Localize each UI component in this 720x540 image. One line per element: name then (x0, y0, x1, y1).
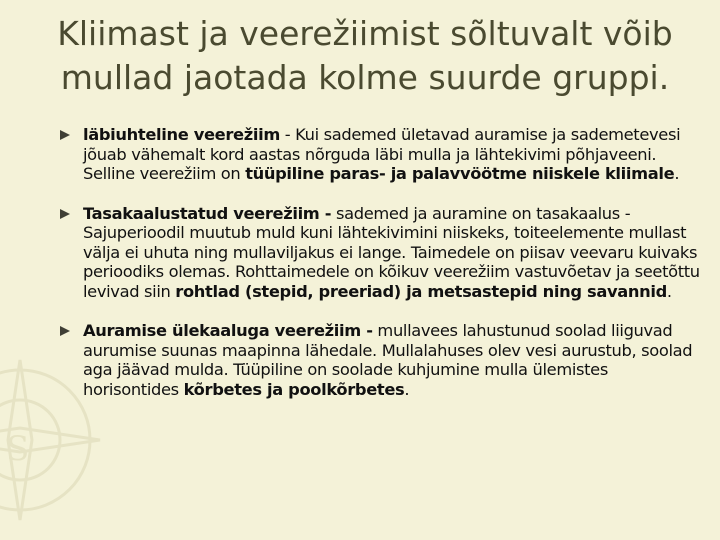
bullet-arrow-icon (60, 209, 70, 219)
bullet-item-leaching (60, 125, 700, 184)
title-line-2: mullad jaotada kolme suurde gruppi. (60, 58, 670, 97)
title-line-1: Kliimast ja veerežiimist sõltuvalt võib (57, 14, 673, 53)
bullet-lead: Tasakaalustatud veerežiim - (83, 203, 332, 223)
bullet-end: . (404, 379, 410, 399)
bullet-emphasis: tüüpiline paras- ja palavvöötme niiskele kliimale (245, 164, 675, 183)
bullet-emphasis: rohtlad (stepid, preeriad) ja metsastepid ning savannid (175, 281, 667, 301)
bullet-lead: läbiuhteline veerežiim (83, 125, 280, 144)
bullet-arrow-icon (60, 130, 70, 140)
bullet-text (83, 125, 700, 184)
bullet-body: sademed ja auramine on tasakaalus - Sajuperioodil muutub muld kuni lähtekivimini niiskeks, toiteelemente mullast välja ei uhuta ning mullaviljakus ei lange. Taimedele on piisav veevaru kuivaks perioodiks olemas. Rohttaimedele on kõikuv veerežiim vastuvõetav ja seetõttu levivad siin (83, 203, 700, 301)
bullet-list (60, 125, 700, 399)
bullet-body: mullavees lahustunud soolad liiguvad aurumise suunas maapinna lähedale. Mullalahuses olev vesi aurustub, soolad aga jäävad mulda. Tüüpiline on soolade kuhjumine mulla ülemistes horisontides (83, 321, 693, 399)
slide-title (40, 12, 690, 100)
bullet-end: . (674, 164, 680, 183)
bullet-item-balanced (60, 204, 700, 302)
bullet-item-evaporation (60, 321, 700, 399)
bullet-end: . (666, 281, 672, 301)
bullet-lead: Auramise ülekaaluga veerežiim - (83, 321, 373, 340)
bullet-body: - Kui sademed ületavad auramise ja sademetevesi jõuab vähemalt kord aastas nõrguda läbi mulla ja lähtekivimi põhjaveeni. Selline veerežiim on (83, 125, 681, 183)
bullet-text (83, 321, 700, 399)
bullet-arrow-icon (60, 326, 70, 336)
bullet-text (83, 204, 700, 302)
svg-text:S: S (6, 429, 30, 469)
bullet-emphasis: kõrbetes ja poolkõrbetes (183, 379, 405, 399)
